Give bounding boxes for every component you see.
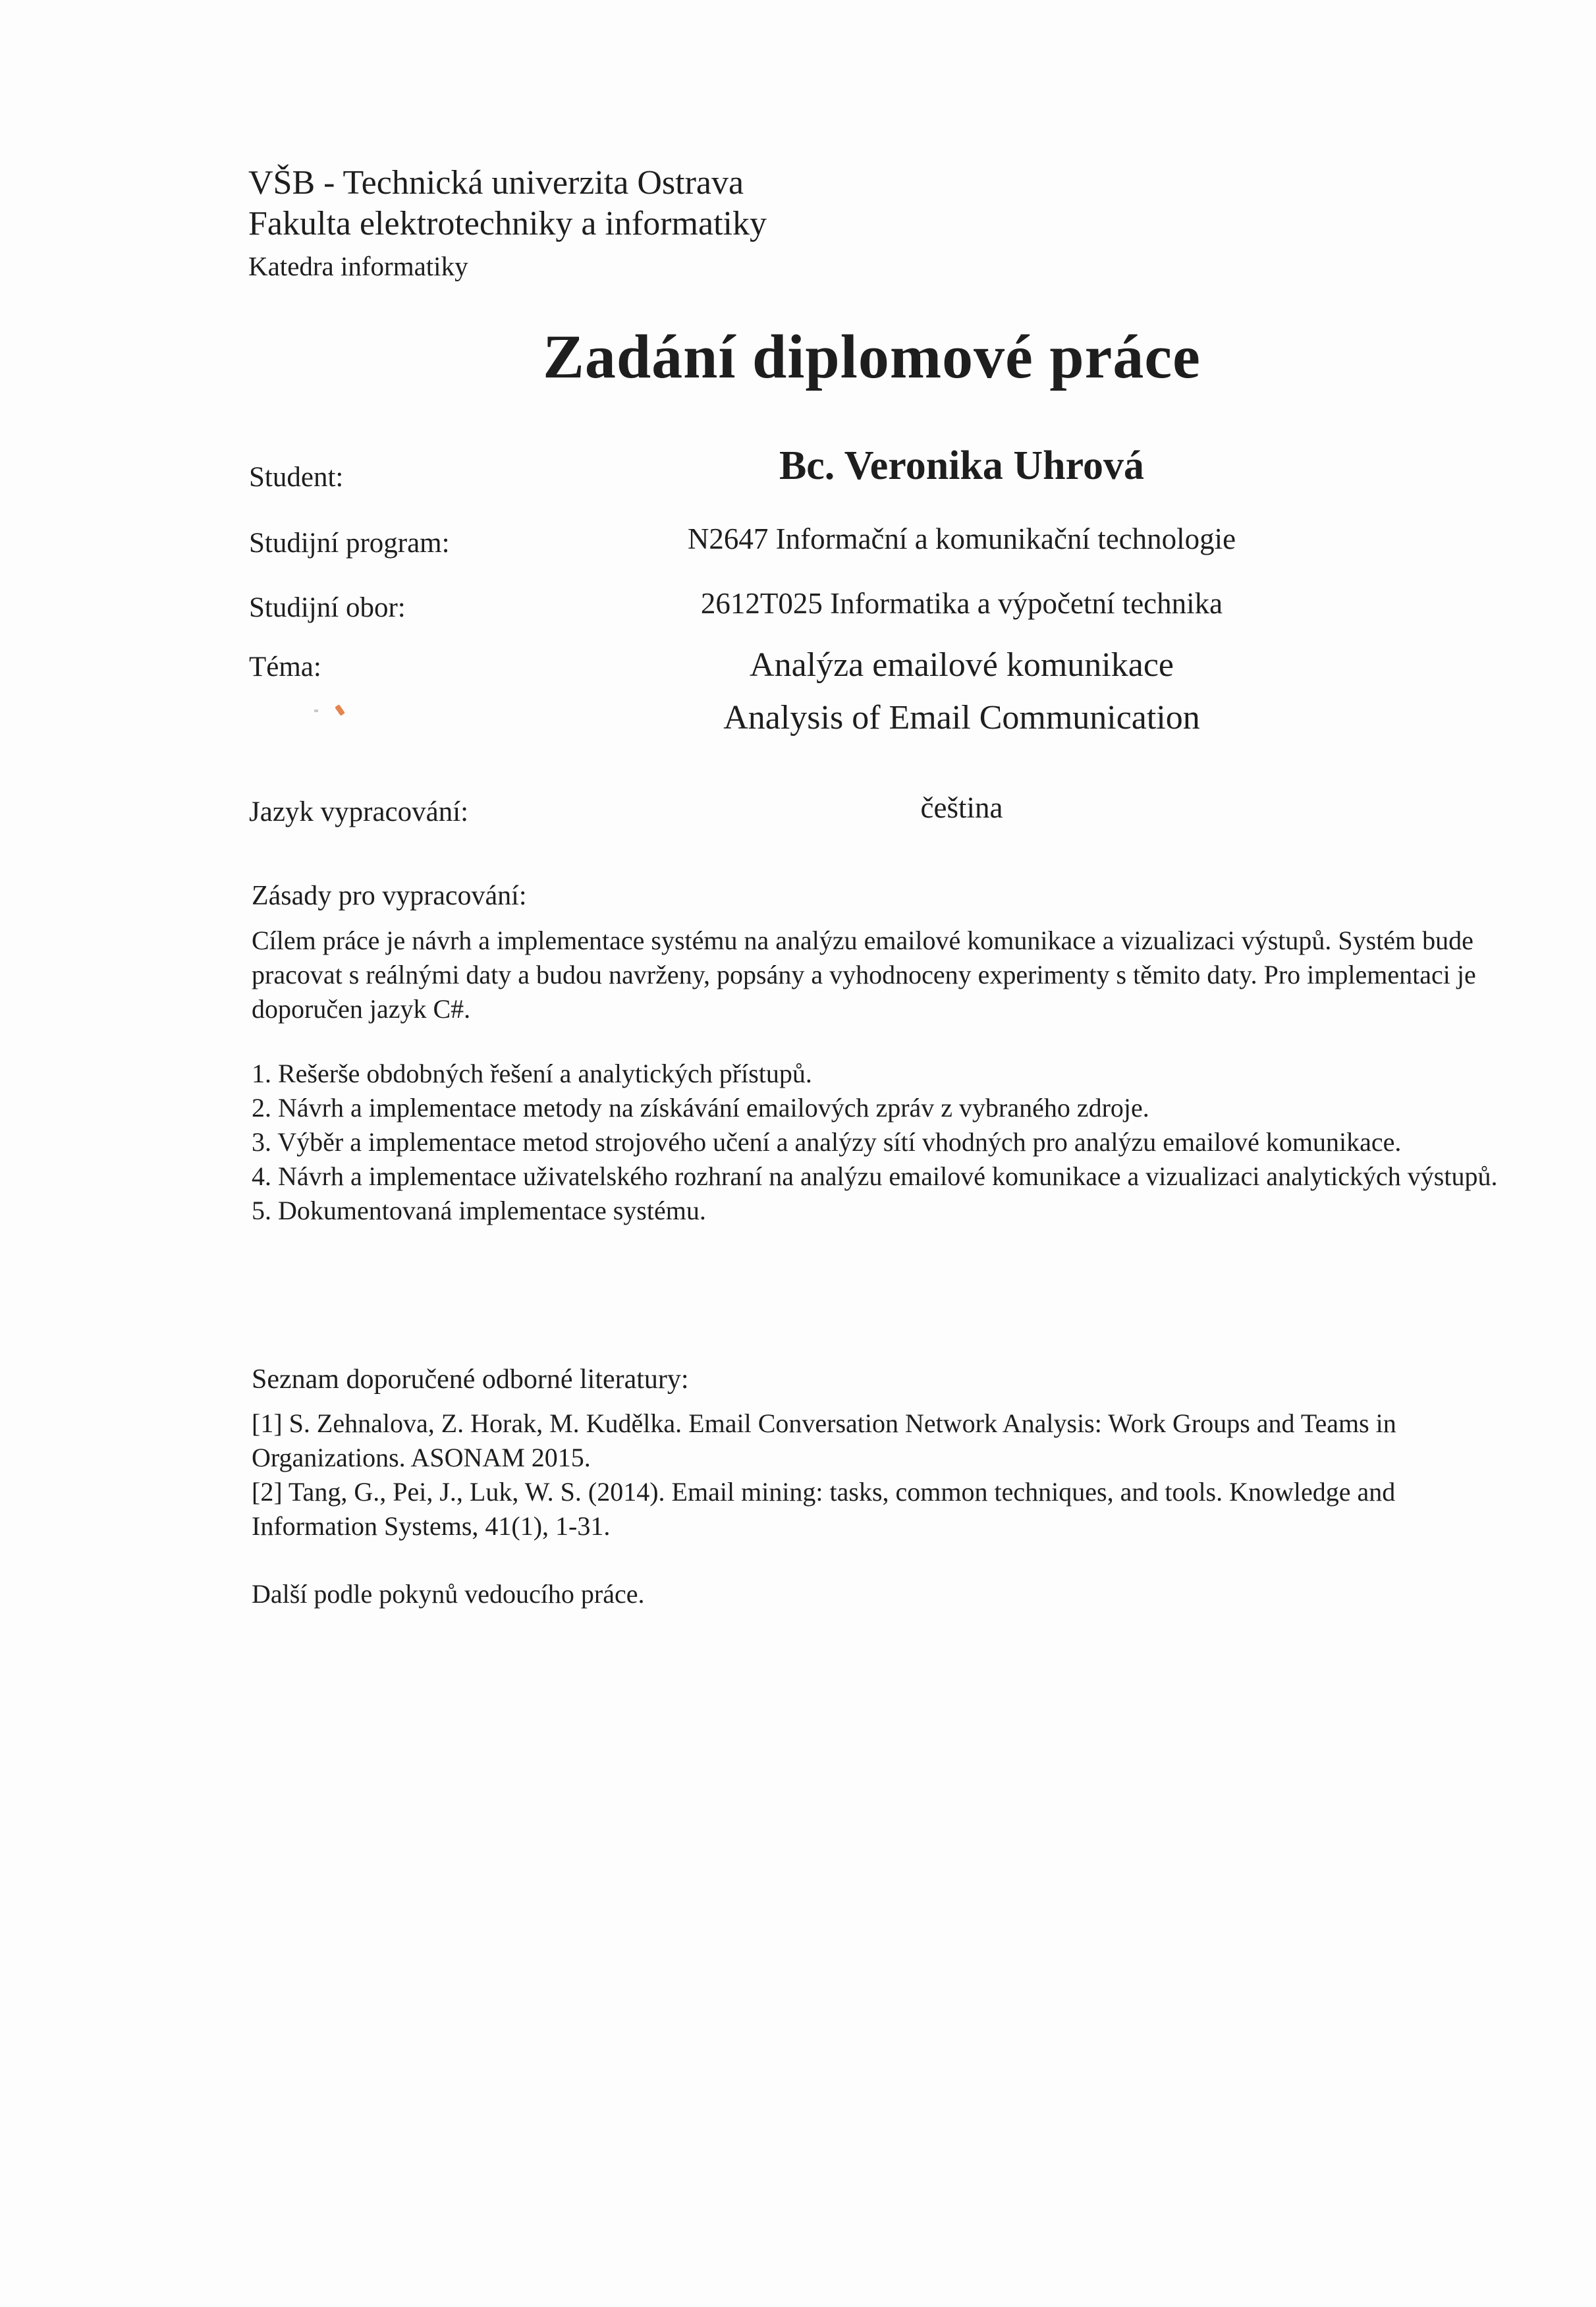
- student-value: Bc. Veronika Uhrová: [779, 443, 1145, 488]
- zasady-list: [252, 1057, 1503, 1228]
- reference-list: [252, 1406, 1503, 1543]
- jazyk-value: čeština: [920, 791, 1003, 824]
- literatura-heading: Seznam doporučené odborné literatury:: [252, 1364, 689, 1395]
- footer-note: Další podle pokynů vedoucího práce.: [252, 1579, 645, 1609]
- tema-english: Analysis of Email Communication: [723, 699, 1200, 737]
- list-item: 2. Návrh a implementace metody na získávání emailových zpráv z vybraného zdroje.: [252, 1093, 1149, 1123]
- faculty-name: Fakulta elektrotechniky a informatiky: [248, 205, 767, 242]
- list-item: 4. Návrh a implementace uživatelského rozhraní na analýzu emailové komunikace a vizualizaci analytických výstupů.: [252, 1161, 1498, 1191]
- obor-value: 2612T025 Informatika a výpočetní technika: [700, 587, 1223, 620]
- zasady-intro: Cílem práce je návrh a implementace systému na analýzu emailové komunikace a vizualizaci výstupů. Systém bude pracovat s reálnými daty a budou navrženy, popsány a vyhodnoceny experimenty s těmito daty. Pro implementaci je doporučen jazyk C#.: [252, 926, 1476, 1024]
- obor-label: Studijní obor:: [249, 592, 406, 623]
- list-item: 5. Dokumentovaná implementace systému.: [252, 1196, 706, 1225]
- tema-label: Téma:: [249, 652, 321, 682]
- list-item: 3. Výběr a implementace metod strojového učení a analýzy sítí vhodných pro analýzu emailové komunikace.: [252, 1127, 1402, 1157]
- department-name: Katedra informatiky: [248, 251, 468, 281]
- reference-item: [1] S. Zehnalova, Z. Horak, M. Kudělka. Email Conversation Network Analysis: Work Groups and Teams in Organizations. ASONAM 2015.: [252, 1408, 1396, 1472]
- scan-speck: [314, 709, 318, 712]
- page-title: Zadání diplomové práce: [543, 323, 1201, 391]
- jazyk-label: Jazyk vypracování:: [249, 796, 469, 827]
- tema-czech: Analýza emailové komunikace: [750, 646, 1174, 684]
- student-label: Student:: [249, 462, 344, 493]
- program-value: N2647 Informační a komunikační technologie: [687, 522, 1236, 555]
- list-item: 1. Rešerše obdobných řešení a analytických přístupů.: [252, 1059, 812, 1088]
- zasady-heading: Zásady pro vypracování:: [252, 881, 527, 911]
- pen-mark: [335, 704, 345, 716]
- university-name: VŠB - Technická univerzita Ostrava: [248, 164, 744, 202]
- program-label: Studijní program:: [249, 528, 450, 559]
- reference-item: [2] Tang, G., Pei, J., Luk, W. S. (2014). Email mining: tasks, common techniques, and tools. Knowledge and Information Systems, 41(1), 1-31.: [252, 1477, 1396, 1541]
